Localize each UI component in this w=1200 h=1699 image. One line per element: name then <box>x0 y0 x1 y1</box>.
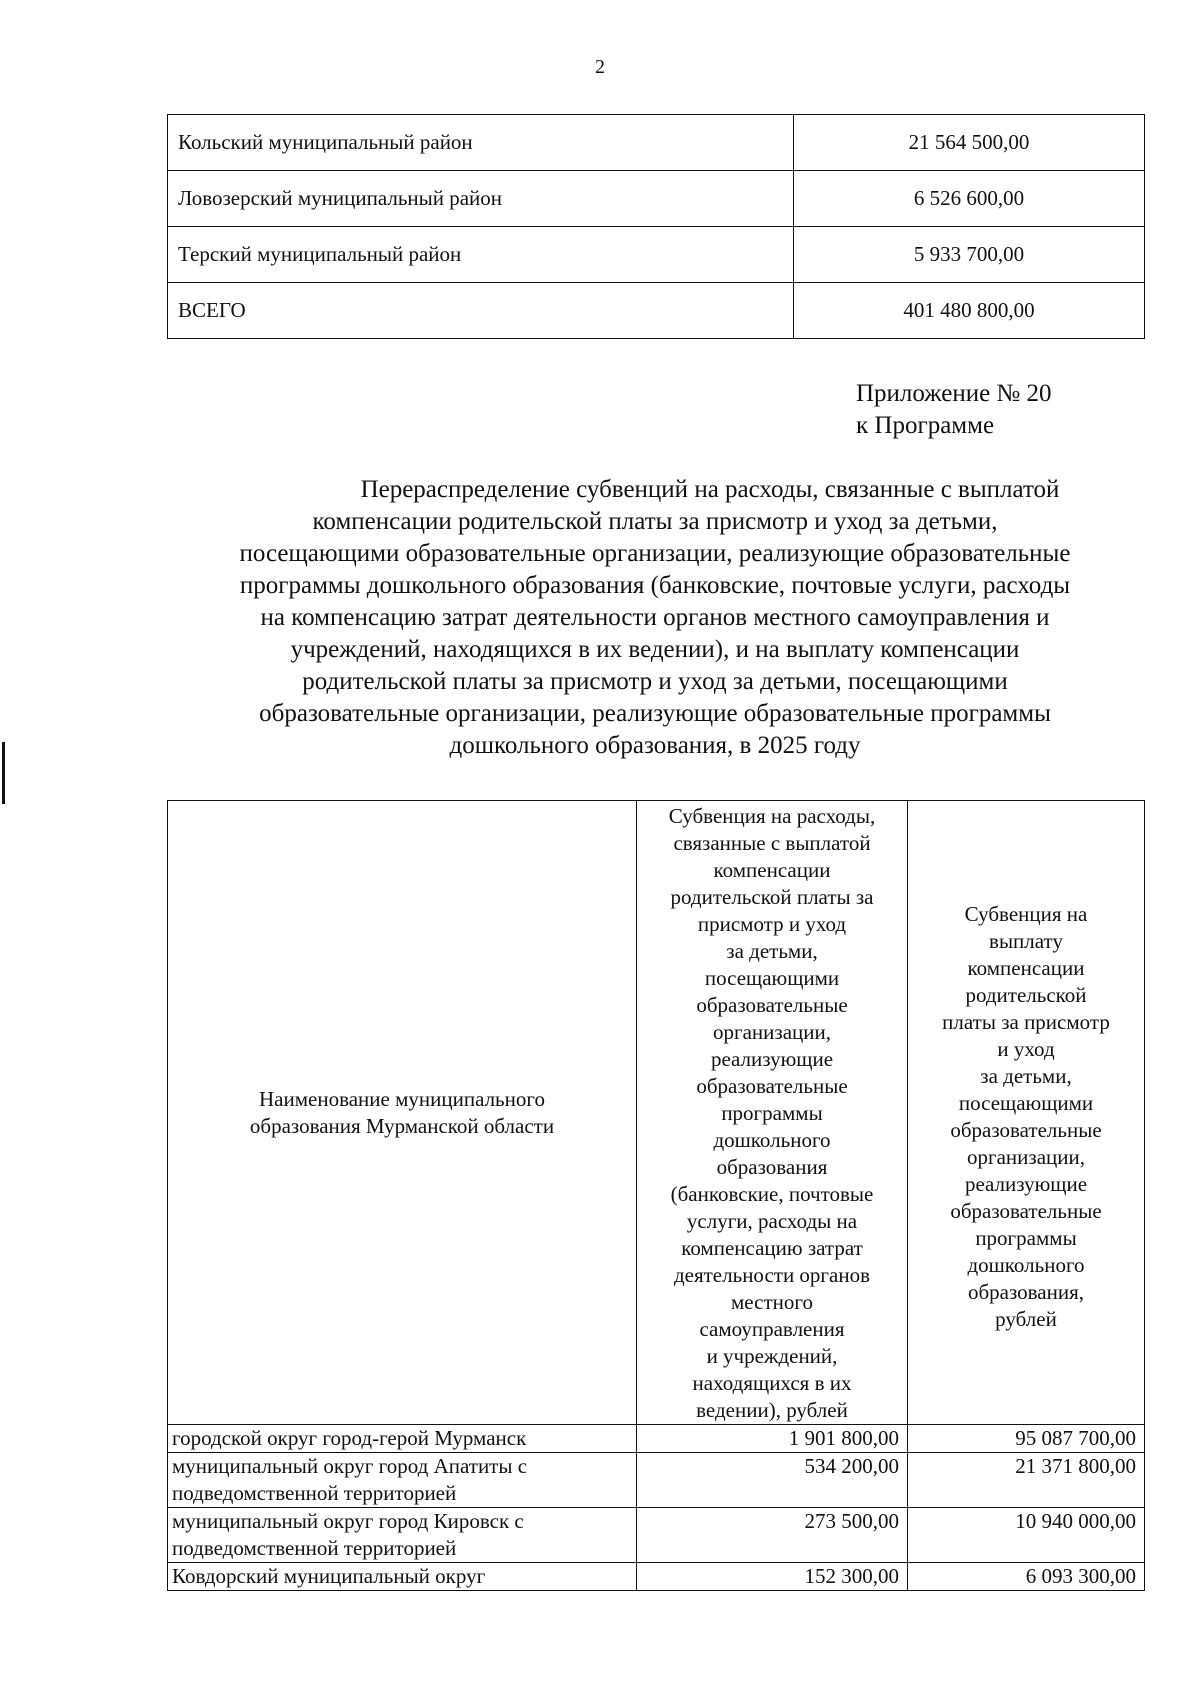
compensation-value: 10 940 000,00 <box>908 1508 1145 1563</box>
table-row <box>168 1453 1145 1508</box>
table-row <box>168 1563 1145 1591</box>
total-label: ВСЕГО <box>168 283 794 339</box>
appendix-reference: к Программе <box>856 412 995 439</box>
title-line: на компенсацию затрат деятельности органов местного самоуправления и <box>260 604 1050 631</box>
row-name: Терский муниципальный район <box>168 227 794 283</box>
total-value: 401 480 800,00 <box>794 283 1145 339</box>
header-municipality: Наименование муниципального образования Мурманской области <box>168 801 637 1425</box>
compensation-value: 6 093 300,00 <box>908 1563 1145 1591</box>
document-title <box>160 474 1150 762</box>
title-line: образовательные организации, реализующие образовательные программы <box>259 700 1051 727</box>
table-header-row <box>168 801 1145 1425</box>
row-name: Ловозерский муниципальный район <box>168 171 794 227</box>
row-value: 6 526 600,00 <box>794 171 1145 227</box>
margin-mark <box>2 742 5 804</box>
title-line: программы дошкольного образования (банковские, почтовые услуги, расходы <box>239 572 1071 599</box>
title-line-text: Перераспределение субвенций на расходы, связанные с выплатой <box>360 476 1060 503</box>
header-admin-expenses: Субвенция на расходы, связанные с выплатой компенсации родительской платы за присмотр и уход за детьми, посещающими образовательные организации, реализующие образовательные программы дошкольного образования (банковские, почтовые услуги, расходы на компенсацию затрат деятельности органов местного самоуправления и учреждений, находящихся в их ведении), рублей <box>637 801 908 1425</box>
table-row <box>168 227 1145 283</box>
municipality-name: Ковдорский муниципальный округ <box>168 1563 637 1591</box>
compensation-value: 95 087 700,00 <box>908 1425 1145 1453</box>
admin-expenses-value: 273 500,00 <box>637 1508 908 1563</box>
appendix-heading <box>856 378 1052 442</box>
table-row <box>168 1425 1145 1453</box>
title-line <box>160 474 1150 506</box>
subsidy-distribution-table <box>167 800 1145 1591</box>
admin-expenses-value: 534 200,00 <box>637 1453 908 1508</box>
title-line: учреждений, находящихся в их ведении), и на выплату компенсации <box>290 636 1020 663</box>
appendix-number: Приложение № 20 <box>856 380 1052 407</box>
municipality-name: муниципальный округ город Кировск с подведомственной территорией <box>168 1508 637 1563</box>
row-value: 21 564 500,00 <box>794 115 1145 171</box>
admin-expenses-value: 1 901 800,00 <box>637 1425 908 1453</box>
allocation-summary-table <box>167 114 1145 339</box>
municipality-name: муниципальный округ город Апатиты с подведомственной территорией <box>168 1453 637 1508</box>
title-line: дошкольного образования, в 2025 году <box>449 732 861 759</box>
table-row <box>168 171 1145 227</box>
row-value: 5 933 700,00 <box>794 227 1145 283</box>
table-row-total <box>168 283 1145 339</box>
header-compensation-payment: Субвенция на выплату компенсации родительской платы за присмотр и уход за детьми, посещающими образовательные организации, реализующие образовательные программы дошкольного образования, рублей <box>908 801 1145 1425</box>
admin-expenses-value: 152 300,00 <box>637 1563 908 1591</box>
table-row <box>168 1508 1145 1563</box>
municipality-name: городской округ город-герой Мурманск <box>168 1425 637 1453</box>
table-row <box>168 115 1145 171</box>
row-name: Кольский муниципальный район <box>168 115 794 171</box>
title-line: посещающими образовательные организации, реализующие образовательные <box>239 540 1071 567</box>
page-number: 2 <box>595 56 605 78</box>
title-line: родительской платы за присмотр и уход за детьми, посещающими <box>302 668 1008 695</box>
compensation-value: 21 371 800,00 <box>908 1453 1145 1508</box>
title-line: компенсации родительской платы за присмотр и уход за детьми, <box>312 508 998 535</box>
